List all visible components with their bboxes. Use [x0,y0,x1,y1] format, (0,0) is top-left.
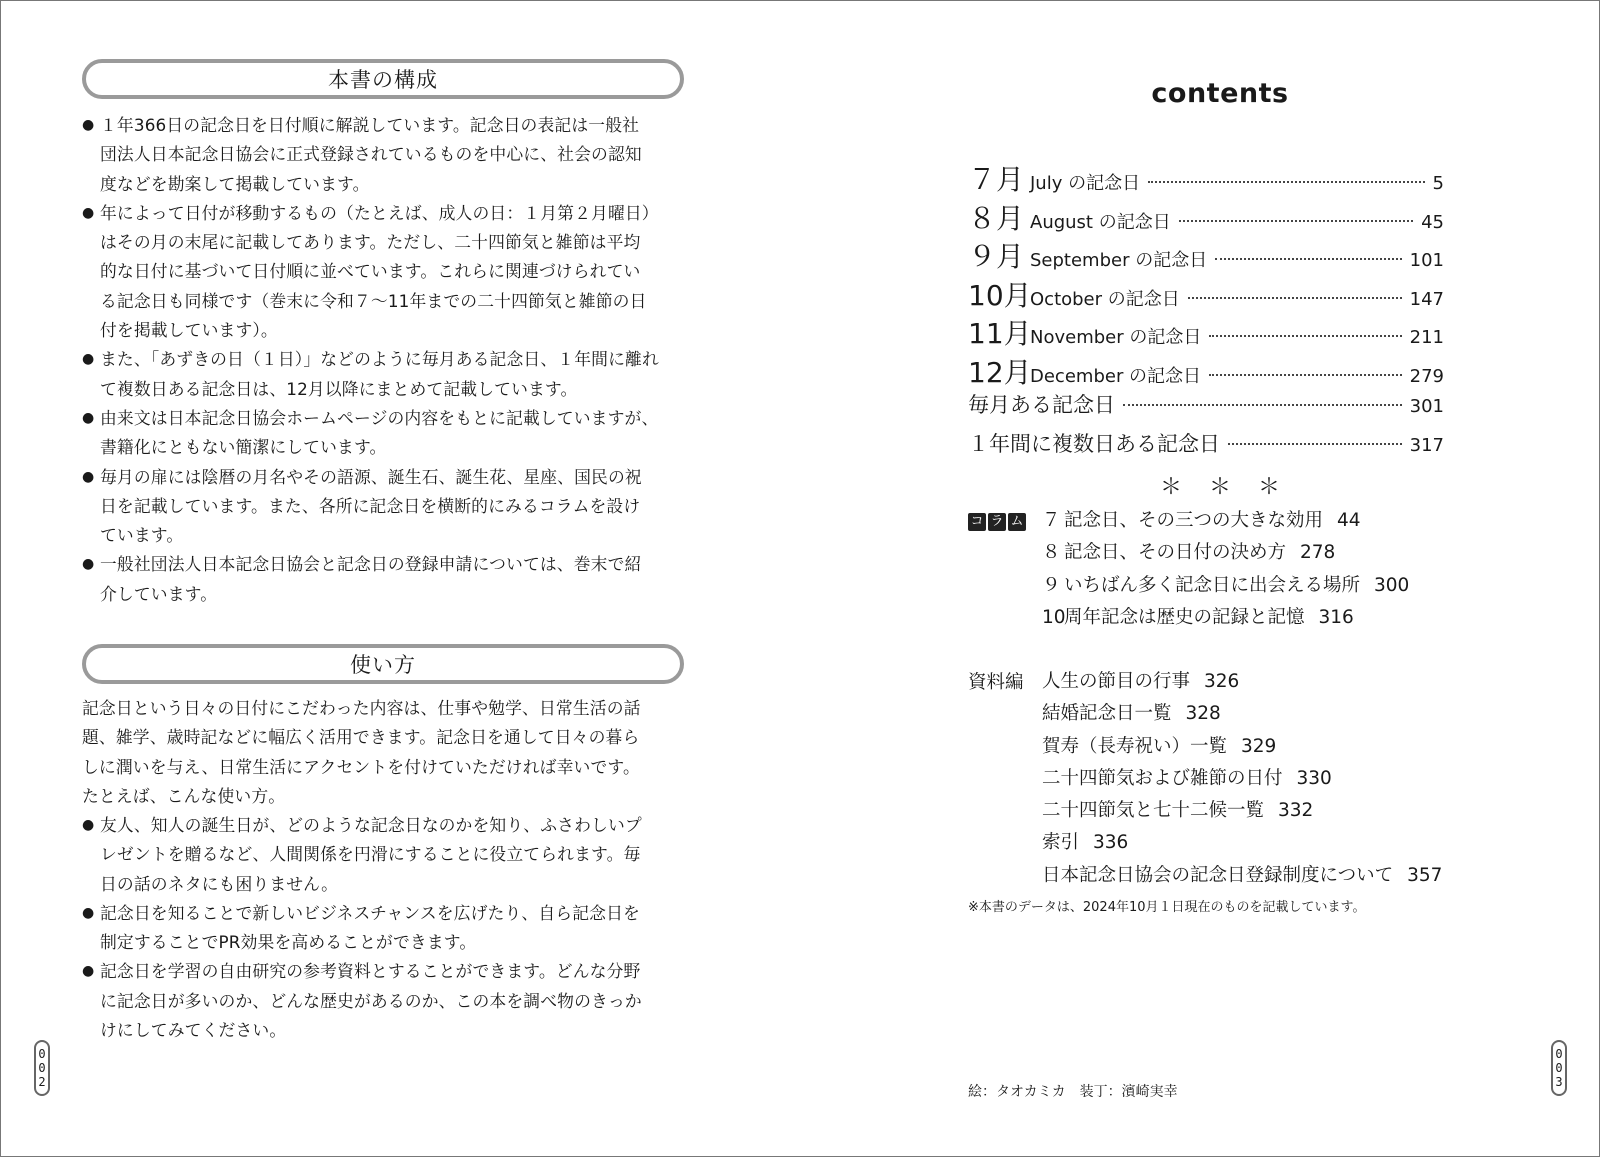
column-item[interactable]: 10周年記念は歴史の記録と記憶 316 [1042,606,1354,628]
reference-item[interactable]: 日本記念日協会の記念日登録制度について 357 [1042,864,1443,886]
reference-item[interactable]: 人生の節目の行事 326 [1042,671,1240,692]
toc-row-november[interactable]: 11月 November の記念日 211 [968,317,1444,350]
structure-bullet: ● １年366日の記念日を日付順に解説しています。記念日の表記は一般社 団法人日本記念日協会に正式登録されているものを中心に、社会の認知 度などを勘案して掲載しています。 [82,111,702,199]
reference-item[interactable]: 二十四節気および雑節の日付 330 [1042,767,1332,789]
column-item[interactable]: ７ 記念日、その三つの大きな効用 44 [1042,510,1361,531]
toc-row-monthly[interactable]: 毎月ある記念日 301 [968,393,1444,417]
reference-item[interactable]: 結婚記念日一覧 328 [1042,703,1221,725]
table-of-contents [968,158,1444,466]
structure-bullet: ● 由来文は日本記念日協会ホームページの内容をもとに記載していますが、 書籍化にともない簡潔にしています。 [82,404,702,463]
reference-item[interactable]: 索引 336 [1042,832,1129,854]
structure-bullet-list [82,111,702,609]
reference-label: 資料編 [968,672,1024,693]
page-number-left: 0 0 2 [34,1040,50,1096]
usage-bullet: ● 友人、知人の誕生日が、どのような記念日なのかを知り、ふさわしいプ レゼントを贈るなど、人間関係を円滑にすることに役立てられます。毎 日の話のネタにも困りません。 [82,811,702,899]
reference-list [1042,666,1442,892]
section-heading-usage: 使い方 [82,644,684,684]
reference-item[interactable]: 賀寿（長寿祝い）一覧 329 [1042,735,1277,757]
usage-intro-paragraph: 記念日という日々の日付にこだわった内容は、仕事や勉学、日常生活の話 題、雑学、歳時記などに幅広く活用できます。記念日を通して日々の暮ら しに潤いを与え、日常生活にアクセントを付けていただければ幸いです。 たとえば、こんな使い方。 [82,698,641,806]
page-number-right: 0 0 3 [1551,1040,1567,1096]
structure-bullet: ● 年によって日付が移動するもの（たとえば、成人の日：１月第２月曜日） はその月の末尾に記載してあります。ただし、二十四節気と雑節は平均 的な日付に基づいて日付順に並べています。これらに関連づけられてい る記念日も同様です（巻末に令和７～11年までの二十四節気と雑節の日 付を掲載しています）。 [82,199,702,345]
reference-item[interactable]: 二十四節気と七十二候一覧 332 [1042,800,1314,822]
column-item[interactable]: ９ いちばん多く記念日に出会える場所 300 [1042,574,1410,596]
toc-row-october[interactable]: 10月 October の記念日 147 [968,278,1444,312]
section-heading-structure: 本書の構成 [82,59,684,99]
toc-row-september[interactable]: ９月 September の記念日 101 [968,240,1444,273]
credits: 絵：タオカミカ 装丁：濱崎実幸 [968,1084,1178,1100]
structure-bullet: ● 一般社団法人日本記念日協会と記念日の登録申請については、巻末で紹 介しています。 [82,550,702,609]
usage-bullet: ● 記念日を学習の自由研究の参考資料とすることができます。どんな分野 に記念日が多いのか、どんな歴史があるのか、この本を調べ物のきっか けにしてみてください。 [82,957,702,1045]
toc-row-december[interactable]: 12月 December の記念日 279 [968,355,1444,389]
column-list [1042,505,1409,634]
column-item[interactable]: ８ 記念日、その日付の決め方 278 [1042,542,1336,564]
section-separator-stars: ＊ ＊ ＊ [1160,475,1280,500]
usage-bullet: ● 記念日を知ることで新しいビジネスチャンスを広げたり、自ら記念日を 制定することでPR効果を高めることができます。 [82,899,702,958]
toc-row-august[interactable]: ８月 August の記念日 45 [968,201,1444,235]
contents-title: contents [1151,78,1289,109]
toc-row-multiple-days[interactable]: １年間に複数日ある記念日 317 [968,431,1444,456]
data-note: ※本書のデータは、2024年10月１日現在のものを記載しています。 [968,900,1366,915]
structure-bullet: ● また、「あずきの日（１日）」などのように毎月ある記念日、１年間に離れ て複数日ある記念日は、12月以降にまとめて記載しています。 [82,345,702,404]
structure-bullet: ● 毎月の扉には陰暦の月名やその語源、誕生石、誕生花、星座、国民の祝 日を記載しています。また、各所に記念日を横断的にみるコラムを設け ています。 [82,463,702,551]
column-badge: コ ラ ム [968,513,1026,531]
usage-bullet-list [82,811,702,1045]
toc-row-july[interactable]: ７月 July の記念日 5 [968,163,1444,196]
